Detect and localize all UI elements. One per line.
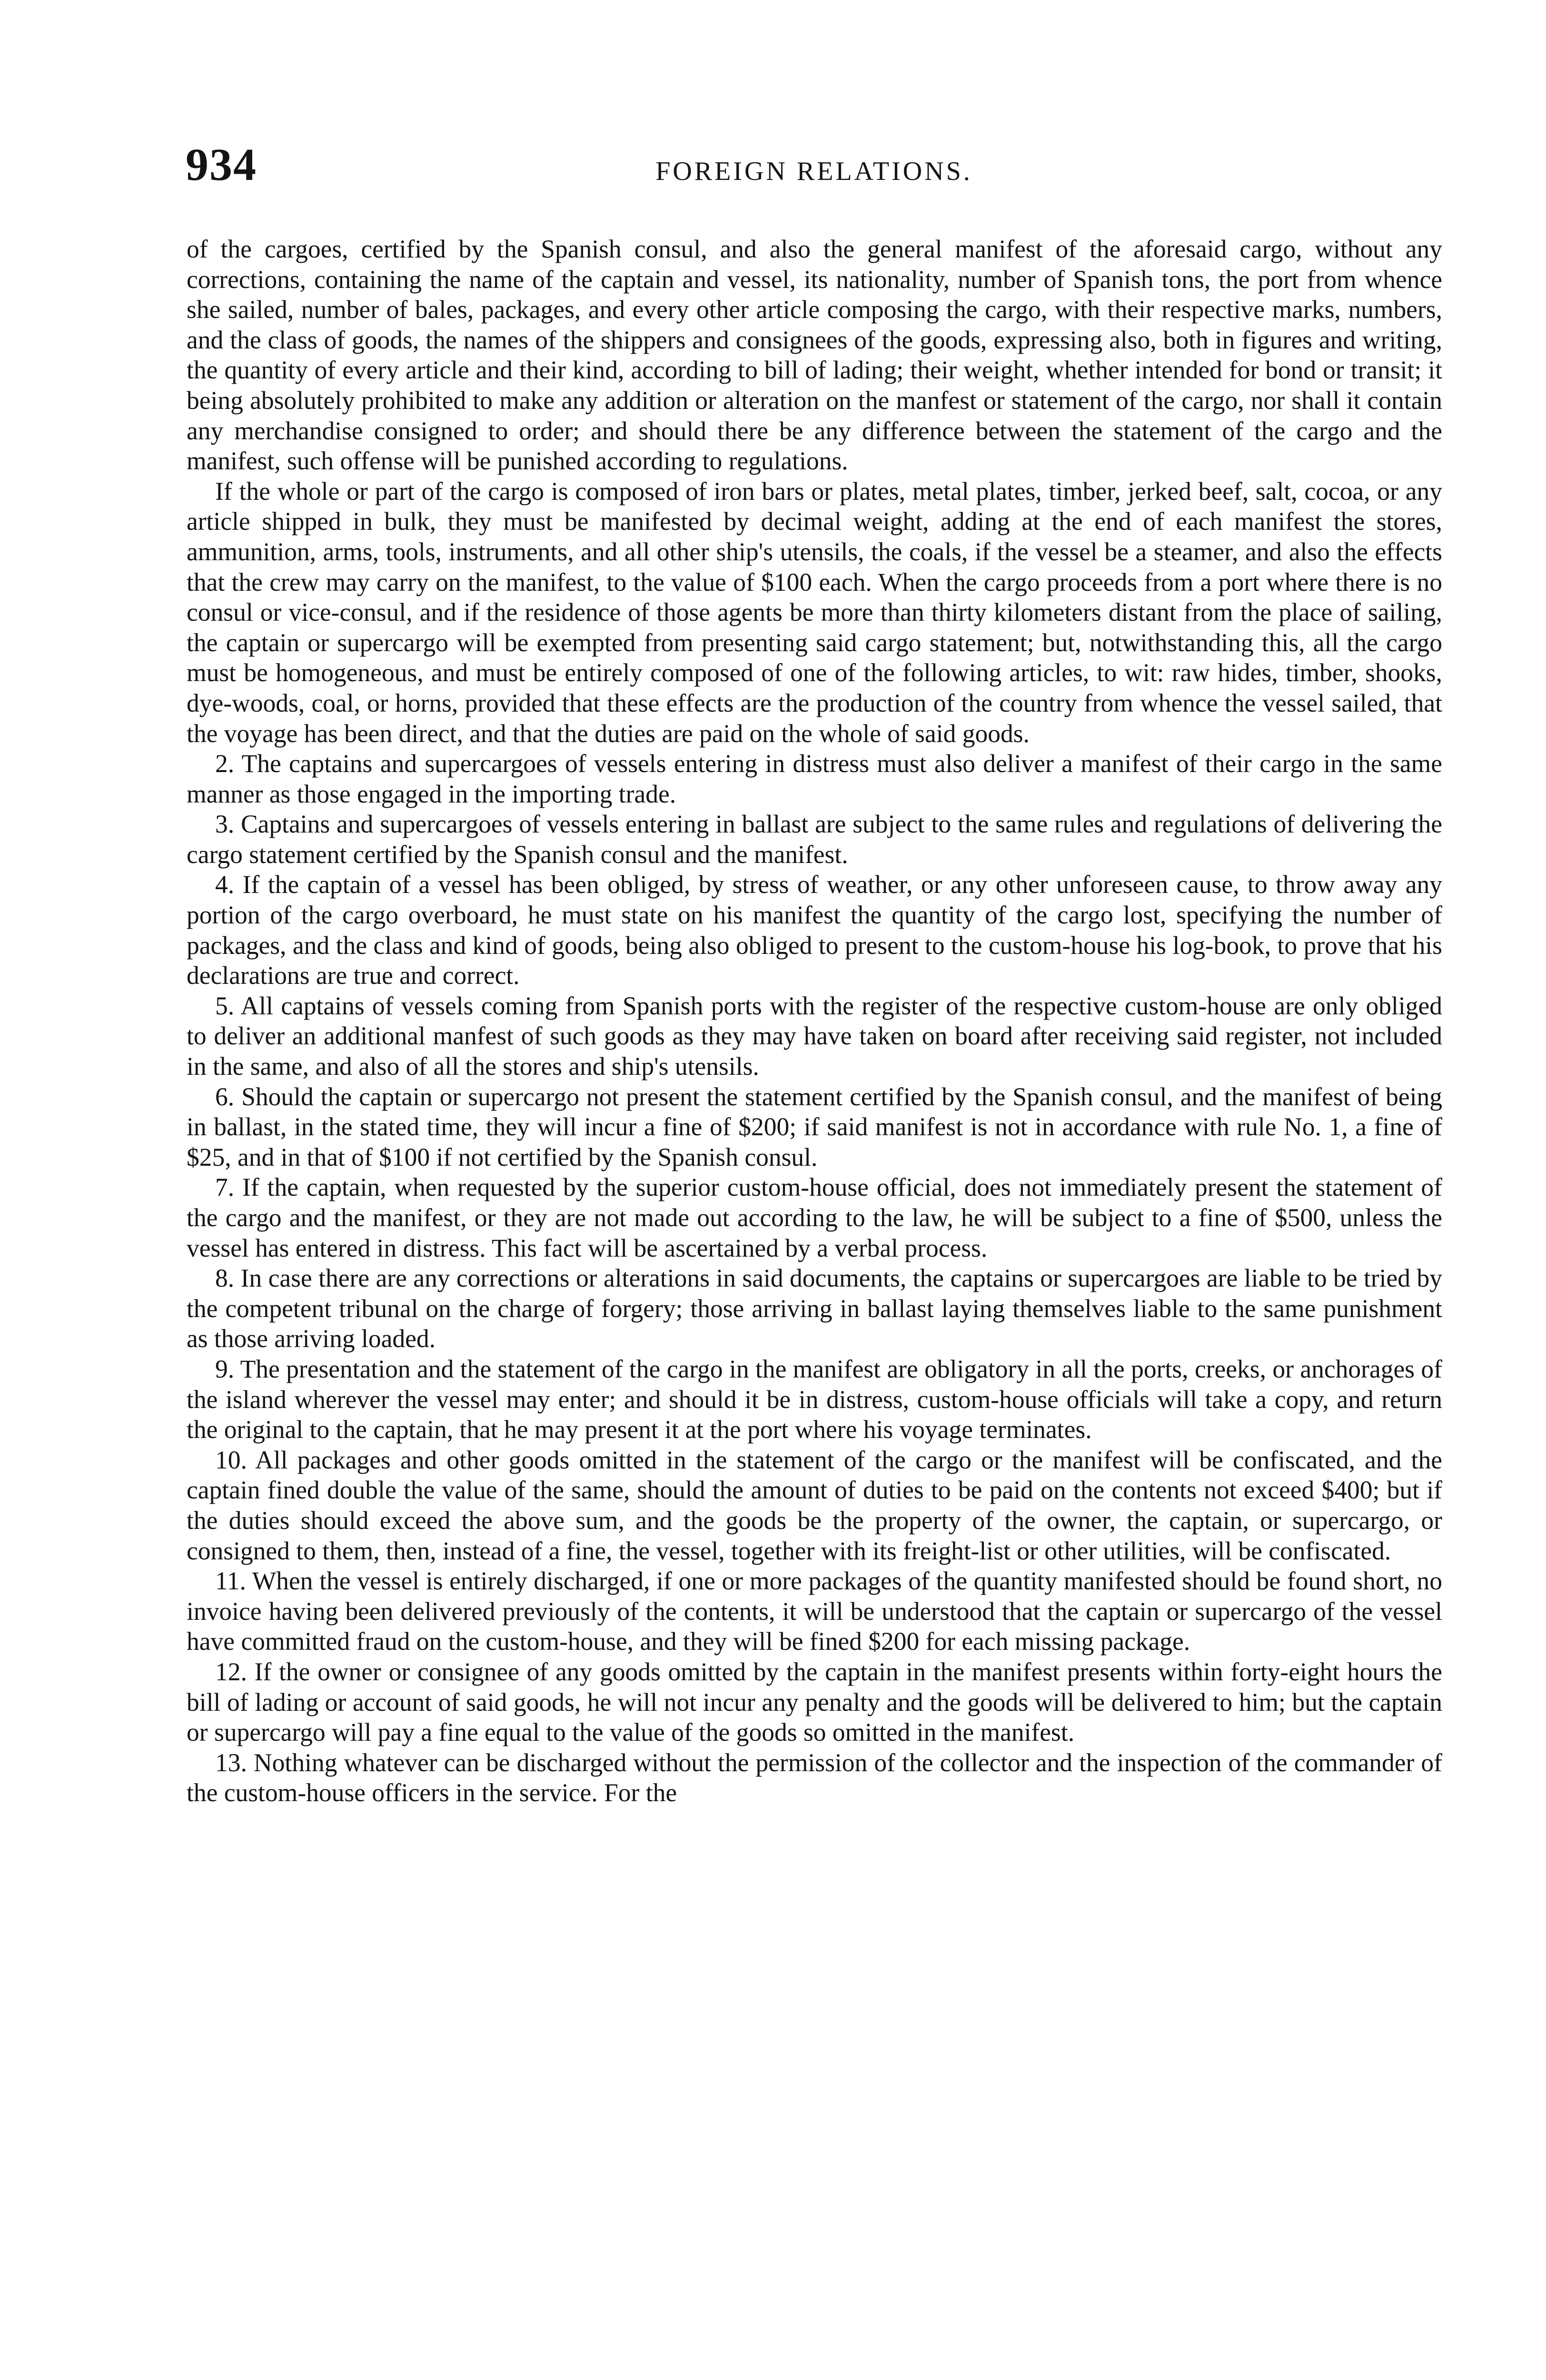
paragraph-rule-3: 3. Captains and supercargoes of vessels entering in ballast are subject to the same rules and regulations of delivering the cargo statement certified by the Spanish consul and the manifest. [187, 810, 1442, 869]
paragraph-bulk-cargo: If the whole or part of the cargo is composed of iron bars or plates, metal plates, timber, jerked beef, salt, cocoa, or any article shipped in bulk, they must be manifested by decimal weight, adding at the end of each manifest the stores, ammunition, arms, tools, instruments, and all other ship's utensils, the coals, if the vessel be a steamer, and also the effects that the crew may carry on the manifest, to the value of $100 each. When the cargo proceeds from a port where there is no consul or vice-consul, and if the residence of those agents be more than thirty kilometers distant from the place of sailing, the captain or supercargo will be exempted from presenting said cargo statement; but, notwithstanding this, all the cargo must be homogeneous, and must be entirely composed of one of the following articles, to wit: raw hides, timber, shooks, dye-woods, coal, or horns, provided that these effects are the production of the country from whence the vessel sailed, that the voyage has been direct, and that the duties are paid on the whole of said goods. [187, 476, 1442, 748]
paragraph-rule-13: 13. Nothing whatever can be discharged without the permission of the collector and the inspection of the commander of the custom-house officers in the service. For the [187, 1748, 1442, 1807]
paragraph-rule-8: 8. In case there are any corrections or alterations in said documents, the captains or supercargoes are liable to be tried by the competent tribunal on the charge of forgery; those arriving in ballast laying themselves liable to the same punishment as those arriving loaded. [187, 1264, 1442, 1353]
paragraph-rule-2: 2. The captains and supercargoes of vessels entering in distress must also deliver a manifest of their cargo in the same manner as those engaged in the importing trade. [187, 749, 1442, 808]
paragraph-continued: of the cargoes, certified by the Spanish consul, and also the general manifest of the aforesaid cargo, without any corrections, containing the name of the captain and vessel, its nationality, number of Spanish tons, the port from whence she sailed, number of bales, packages, and every other article composing the cargo, with their respective marks, numbers, and the class of goods, the names of the shippers and consignees of the goods, expressing also, both in figures and writing, the quantity of every article and their kind, according to bill of lading; their weight, whether intended for bond or transit; it being absolutely prohibited to make any addition or alteration on the manfest or statement of the cargo, nor shall it contain any merchandise consigned to order; and should there be any difference between the statement of the cargo and the manifest, such offense will be punished according to regulations. [187, 235, 1442, 476]
paragraph-rule-7: 7. If the captain, when requested by the superior custom-house official, does not immediately present the statement of the cargo and the manifest, or they are not made out according to the law, he will be subject to a fine of $500, unless the vessel has entered in distress. This fact will be ascertained by a verbal process. [187, 1173, 1442, 1262]
page-number: 934 [186, 139, 257, 190]
paragraph-rule-6: 6. Should the captain or supercargo not present the statement certified by the Spanish consul, and the manifest of being in ballast, in the stated time, they will incur a fine of $200; if said manifest is not in accordance with rule No. 1, a fine of $25, and in that of $100 if not certified by the Spanish consul. [187, 1082, 1442, 1171]
page-body [187, 234, 1442, 1808]
paragraph-rule-11: 11. When the vessel is entirely discharged, if one or more packages of the quantity manifested should be found short, no invoice having been delivered previously of the contents, it will be understood that the captain or supercargo of the vessel have committed fraud on the custom-house, and they will be fined $200 for each missing package. [187, 1567, 1442, 1656]
paragraph-rule-12: 12. If the owner or consignee of any goods omitted by the captain in the manifest presents within forty-eight hours the bill of lading or account of said goods, he will not incur any penalty and the goods will be delivered to him; but the captain or supercargo will pay a fine equal to the value of the goods so omitted in the manifest. [187, 1657, 1442, 1747]
page-header [186, 138, 1442, 195]
paragraph-rule-4: 4. If the captain of a vessel has been obliged, by stress of weather, or any other unforeseen cause, to throw away any portion of the cargo overboard, he must state on his manifest the quantity of the cargo lost, specifying the number of packages, and the class and kind of goods, being also obliged to present to the custom-house his log-book, to prove that his declarations are true and correct. [187, 870, 1442, 990]
paragraph-rule-5: 5. All captains of vessels coming from Spanish ports with the register of the respective custom-house are only obliged to deliver an additional manfest of such goods as they may have taken on board after receiving said register, not included in the same, and also of all the stores and ship's utensils. [187, 991, 1442, 1081]
paragraph-rule-9: 9. The presentation and the statement of the cargo in the manifest are obligatory in all the ports, creeks, or anchorages of the island wherever the vessel may enter; and should it be in distress, custom-house officials will take a copy, and return the original to the captain, that he may present it at the port where his voyage terminates. [187, 1354, 1442, 1444]
paragraph-rule-10: 10. All packages and other goods omitted in the statement of the cargo or the manifest will be confiscated, and the captain fined double the value of the same, should the amount of duties to be paid on the contents not exceed $400; but if the duties should exceed the above sum, and the goods be the property of the owner, the captain, or supercargo, or consigned to them, then, instead of a fine, the vessel, together with its freight-list or other utilities, will be confiscated. [187, 1445, 1442, 1565]
running-head: FOREIGN RELATIONS. [655, 157, 972, 186]
